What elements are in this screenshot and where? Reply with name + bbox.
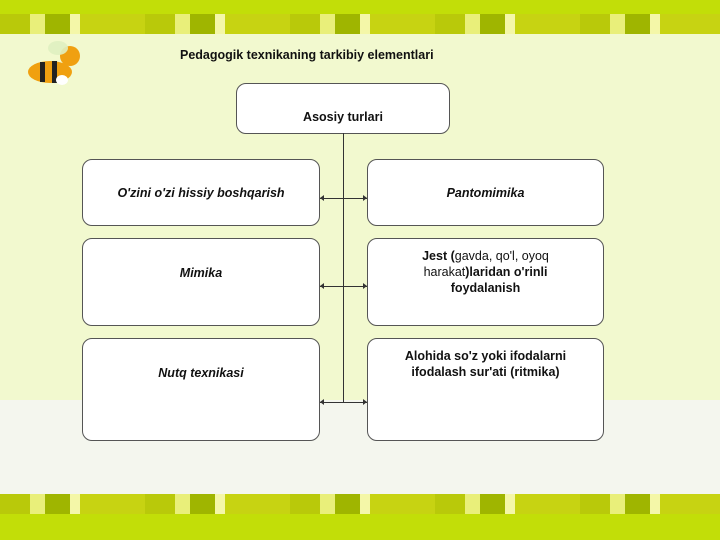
bee-icon (14, 36, 86, 92)
arrow-row-1 (320, 198, 367, 199)
box-rhythm (367, 338, 604, 441)
arrow-row-3 (320, 402, 367, 403)
flower-border-bottom (0, 494, 720, 514)
box-label: gavda, qo'l, oyoq harakat (423, 249, 549, 279)
root-box (236, 83, 450, 134)
box-label: O'zini o'zi hissiy boshqarish (117, 186, 285, 200)
bottom-band (0, 514, 720, 540)
connector-line (343, 133, 344, 402)
box-mimika (82, 238, 320, 326)
arrow-row-2 (320, 286, 367, 287)
box-label: Jest ( (422, 249, 455, 263)
box-pantomimika (367, 159, 604, 226)
root-label: Asosiy turlari (303, 110, 383, 124)
box-label: )laridan o'rinli foydalanish (450, 265, 548, 295)
box-label: Alohida so'z yoki ifodalarni ifodalash sur'ati (ritmika) (404, 349, 567, 379)
box-emotional-self-control (82, 159, 320, 226)
box-label: Pantomimika (446, 186, 525, 200)
box-gesture (367, 238, 604, 326)
box-speech-technique (82, 338, 320, 441)
flower-border-top (0, 14, 720, 34)
box-label: Mimika (179, 266, 223, 280)
box-label: Nutq texnikasi (158, 366, 244, 380)
top-band (0, 0, 720, 14)
page-title: Pedagogik texnikaning tarkibiy elementlari (180, 48, 434, 62)
